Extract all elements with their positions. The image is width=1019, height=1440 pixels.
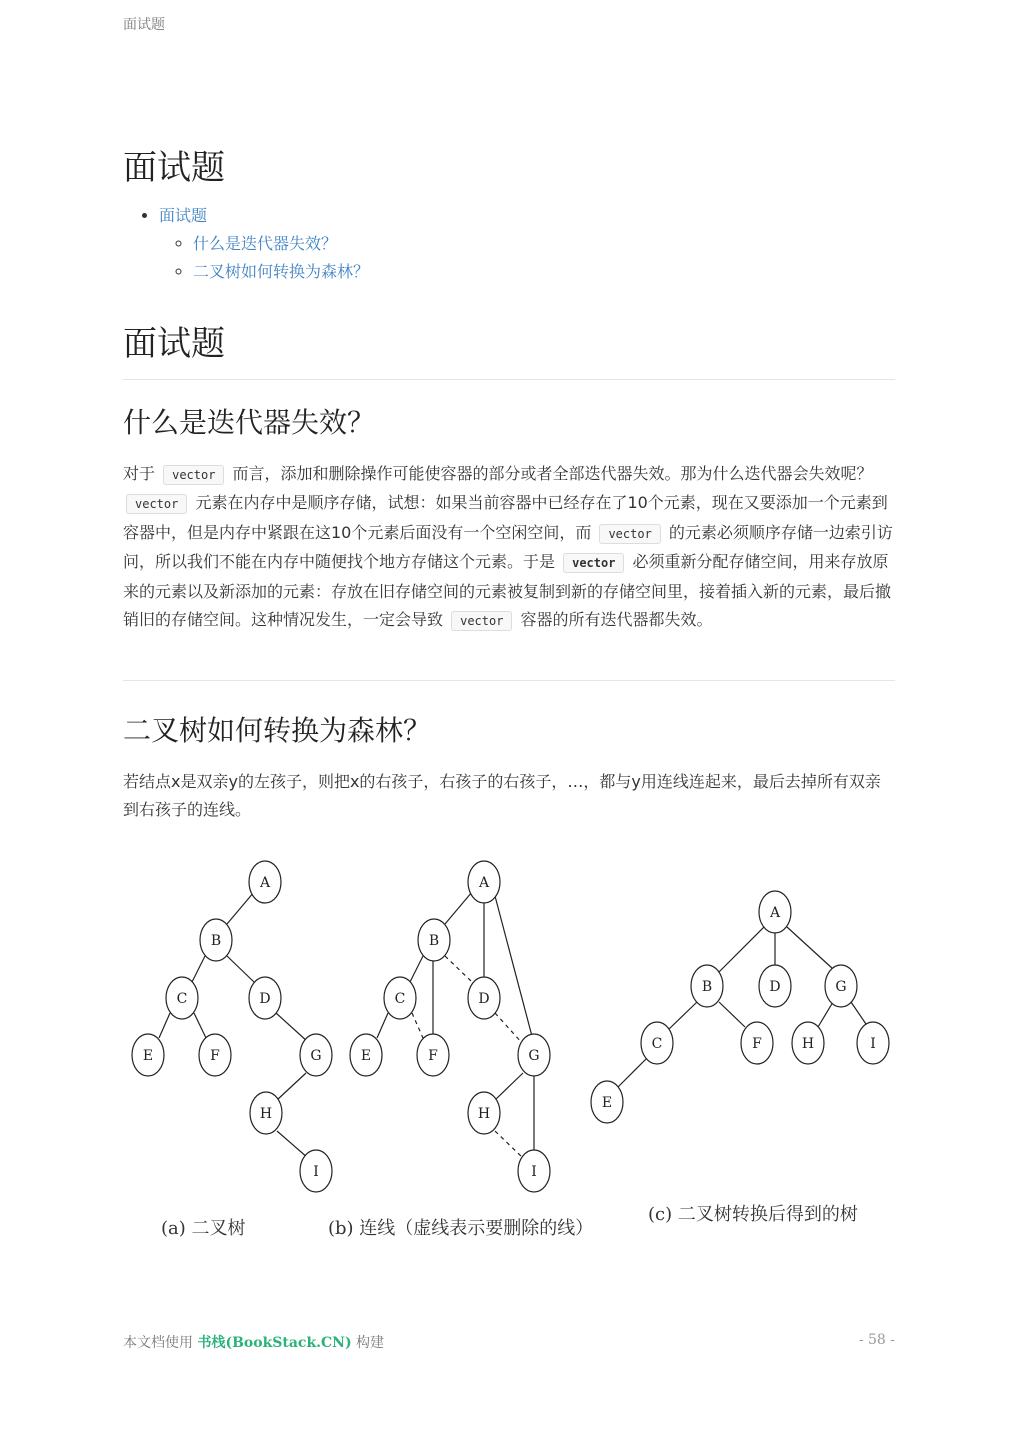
section-title: 面试题 — [123, 316, 895, 380]
node-label: B — [428, 933, 440, 949]
node-label: D — [769, 979, 781, 995]
inline-code: vector — [163, 465, 224, 485]
divider — [123, 680, 895, 681]
inline-code: vector — [563, 553, 624, 573]
node-label: G — [310, 1048, 322, 1064]
node-label: E — [360, 1048, 372, 1064]
node-label: D — [478, 991, 490, 1007]
node-label: B — [701, 979, 713, 995]
node-label: A — [259, 875, 271, 891]
node-label: A — [478, 875, 490, 891]
node-label: I — [531, 1164, 537, 1180]
running-header: 面试题 — [123, 17, 165, 33]
footer-brand-link[interactable]: 书栈(BookStack.CN) — [197, 1335, 352, 1351]
caption-b: (b) 连线（虚线表示要删除的线） — [328, 1218, 594, 1239]
question-iterator-title: 什么是迭代器失效？ — [123, 406, 376, 439]
node-label: C — [651, 1036, 663, 1052]
question-forest-title: 二叉树如何转换为森林？ — [123, 714, 432, 747]
text-segment: 容器的所有迭代器都失效。 — [515, 610, 713, 630]
text-segment: 而言，添加和删除操作可能使容器的部分或者全部迭代器失效。那为什么迭代器会失效呢？ — [227, 464, 873, 483]
inline-code: vector — [126, 494, 187, 514]
text-segment: 对于 — [123, 464, 161, 483]
toc-link-top[interactable]: 面试题 — [159, 206, 208, 225]
tree-conversion-figure — [123, 852, 903, 1256]
text-segment: 的元素必须顺序存储一边索引访问，所以我们不能在内存中随便找个地方存储这个元素。于是 — [123, 522, 893, 572]
caption-c: (c) 二叉树转换后得到的树 — [648, 1204, 858, 1225]
text-segment: 必须重新分配存储空间，用来存放原来的元素以及新添加的元素：存放在旧存储空间的元素被复制到新的存储空间里，接着插入新的元素，最后撤销旧的存储空间。这种情况发生，一定会导致 — [123, 552, 892, 630]
node-label: H — [801, 1036, 815, 1052]
toc-link-forest[interactable]: 二叉树如何转换为森林？ — [193, 262, 370, 281]
node-label: F — [752, 1036, 762, 1052]
tree-diagram — [123, 852, 903, 1252]
node-label: H — [477, 1106, 491, 1122]
node-label: G — [528, 1048, 540, 1064]
node-label: F — [428, 1048, 438, 1064]
inline-code: vector — [451, 611, 512, 631]
toc-link-iterator[interactable]: 什么是迭代器失效？ — [193, 234, 338, 253]
node-label: E — [142, 1048, 154, 1064]
node-label: B — [210, 933, 222, 949]
text-segment: 元素在内存中是顺序存储，试想：如果当前容器中已经存在了10个元素，现在又要添加一个元素到容器中，但是内存中紧跟在这10个元素后面没有一个空闲空间，而 — [123, 493, 888, 542]
node-label: F — [210, 1048, 220, 1064]
toc-item — [159, 202, 369, 286]
node-label: A — [769, 905, 781, 921]
node-label: D — [259, 991, 271, 1007]
inline-code: vector — [599, 524, 660, 544]
footer-credit — [123, 1332, 384, 1352]
question-iterator-answer — [123, 460, 895, 635]
node-label: G — [835, 979, 847, 995]
table-of-contents — [123, 202, 369, 286]
node-label: H — [259, 1106, 273, 1122]
node-label: C — [176, 991, 188, 1007]
node-label: E — [601, 1095, 613, 1111]
node-label: C — [394, 991, 406, 1007]
page-number: - 58 - — [858, 1332, 895, 1348]
node-label: I — [313, 1164, 319, 1180]
footer-prefix: 本文档使用 — [123, 1335, 198, 1351]
footer-suffix: 构建 — [351, 1335, 385, 1351]
doc-title: 面试题 — [123, 148, 225, 188]
caption-a: (a) 二叉树 — [161, 1218, 246, 1239]
node-label: I — [870, 1036, 876, 1052]
question-forest-answer: 若结点x是双亲y的左孩子，则把x的右孩子，右孩子的右孩子，…，都与y用连线连起来，最后去掉所有双亲到右孩子的连线。 — [123, 772, 881, 820]
